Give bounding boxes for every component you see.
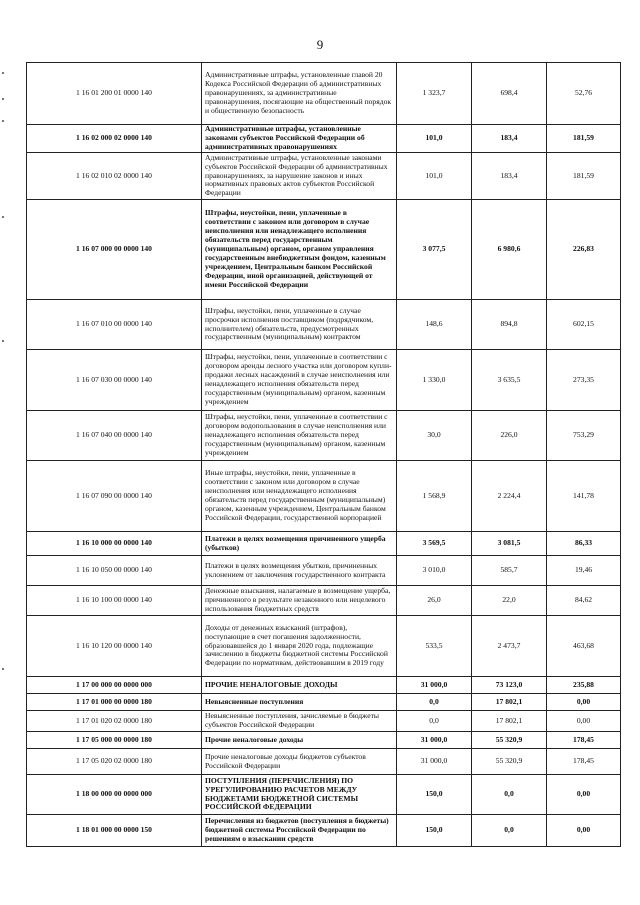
actual-value-cell: 0,0 — [472, 775, 547, 815]
table-row — [27, 300, 621, 350]
table-row — [27, 586, 621, 616]
table-row — [27, 461, 621, 532]
percent-value-cell: 178,45 — [547, 732, 621, 749]
budget-code-cell: 1 16 02 000 02 0000 140 — [27, 125, 202, 153]
table-row — [27, 556, 621, 586]
budget-code-cell: 1 17 01 000 00 0000 180 — [27, 694, 202, 711]
percent-value-cell: 602,15 — [547, 300, 621, 350]
plan-value-cell: 3 010,0 — [397, 556, 472, 586]
revenue-name-cell: Денежные взыскания, налагаемые в возмещение ущерба, причиненного в результате незаконного или нецелевого использования бюджетных средств — [202, 586, 397, 616]
revenue-name-cell: Прочие неналоговые доходы — [202, 732, 397, 749]
plan-value-cell: 150,0 — [397, 815, 472, 847]
revenue-name-cell: Штрафы, неустойки, пени, уплаченные в соответствии с законом или договором в случае неисполнения или ненадлежащего исполнения обязательств перед государственным (муниципальным) органом, органом управления государственным внебюджетным фондом, казенным учреждением, Центральным банком Российской Федерации, иной организацией, действующей от имени Российской Федерации — [202, 200, 397, 300]
budget-code-cell: 1 16 10 050 00 0000 140 — [27, 556, 202, 586]
percent-value-cell: 19,46 — [547, 556, 621, 586]
table-row — [27, 732, 621, 749]
table-row — [27, 532, 621, 556]
plan-value-cell: 0,0 — [397, 711, 472, 732]
table-row — [27, 200, 621, 300]
margin-mark — [2, 216, 4, 218]
budget-revenue-table — [26, 62, 621, 847]
actual-value-cell: 2 224,4 — [472, 461, 547, 532]
plan-value-cell: 31 000,0 — [397, 732, 472, 749]
actual-value-cell: 698,4 — [472, 63, 547, 125]
plan-value-cell: 1 568,9 — [397, 461, 472, 532]
plan-value-cell: 3 077,5 — [397, 200, 472, 300]
percent-value-cell: 226,83 — [547, 200, 621, 300]
budget-code-cell: 1 16 10 100 00 0000 140 — [27, 586, 202, 616]
revenue-name-cell: Невыясненные поступления, зачисляемые в бюджеты субъектов Российской Федерации — [202, 711, 397, 732]
actual-value-cell: 183,4 — [472, 153, 547, 200]
revenue-name-cell: ПОСТУПЛЕНИЯ (ПЕРЕЧИСЛЕНИЯ) ПО УРЕГУЛИРОВАНИЮ РАСЧЕТОВ МЕЖДУ БЮДЖЕТАМИ БЮДЖЕТНОЙ СИСТЕМЫ РОССИЙСКОЙ ФЕДЕРАЦИИ — [202, 775, 397, 815]
table-row — [27, 616, 621, 677]
margin-mark — [2, 120, 4, 122]
page-number: 9 — [316, 37, 324, 52]
percent-value-cell: 463,68 — [547, 616, 621, 677]
percent-value-cell: 753,29 — [547, 411, 621, 461]
budget-code-cell: 1 16 02 010 02 0000 140 — [27, 153, 202, 200]
table-row — [27, 775, 621, 815]
revenue-name-cell: Штрафы, неустойки, пени, уплаченные в случае просрочки исполнения поставщиком (подрядчиком, исполнителем) обязательств, предусмотренных государственным (муниципальным) контрактом — [202, 300, 397, 350]
revenue-name-cell: Платежи в целях возмещения причиненного ущерба (убытков) — [202, 532, 397, 556]
plan-value-cell: 3 569,5 — [397, 532, 472, 556]
actual-value-cell: 17 802,1 — [472, 694, 547, 711]
revenue-name-cell: Невыясненные поступления — [202, 694, 397, 711]
actual-value-cell: 22,0 — [472, 586, 547, 616]
table-row — [27, 711, 621, 732]
budget-code-cell: 1 16 07 030 00 0000 140 — [27, 350, 202, 411]
budget-code-cell: 1 16 10 000 00 0000 140 — [27, 532, 202, 556]
actual-value-cell: 0,0 — [472, 815, 547, 847]
margin-mark — [2, 340, 4, 342]
actual-value-cell: 73 123,0 — [472, 677, 547, 694]
revenue-name-cell: Штрафы, неустойки, пени, уплаченные в соответствии с договором водопользования в случае неисполнения или ненадлежащего исполнения обязательств перед государственным (муниципальным) органом, казенным учреждением — [202, 411, 397, 461]
percent-value-cell: 181,59 — [547, 153, 621, 200]
percent-value-cell: 181,59 — [547, 125, 621, 153]
plan-value-cell: 101,0 — [397, 125, 472, 153]
revenue-name-cell: Перечисления из бюджетов (поступления в бюджеты) бюджетной системы Российской Федерации по решениям о взыскании средств — [202, 815, 397, 847]
plan-value-cell: 533,5 — [397, 616, 472, 677]
table-row — [27, 125, 621, 153]
actual-value-cell: 2 473,7 — [472, 616, 547, 677]
percent-value-cell: 235,88 — [547, 677, 621, 694]
revenue-name-cell: ПРОЧИЕ НЕНАЛОГОВЫЕ ДОХОДЫ — [202, 677, 397, 694]
actual-value-cell: 17 802,1 — [472, 711, 547, 732]
budget-code-cell: 1 17 00 000 00 0000 000 — [27, 677, 202, 694]
plan-value-cell: 101,0 — [397, 153, 472, 200]
table-body — [27, 63, 621, 847]
percent-value-cell: 84,62 — [547, 586, 621, 616]
actual-value-cell: 55 320,9 — [472, 749, 547, 775]
actual-value-cell: 226,0 — [472, 411, 547, 461]
percent-value-cell: 0,00 — [547, 694, 621, 711]
plan-value-cell: 26,0 — [397, 586, 472, 616]
percent-value-cell: 52,76 — [547, 63, 621, 125]
revenue-name-cell: Прочие неналоговые доходы бюджетов субъектов Российской Федерации — [202, 749, 397, 775]
budget-code-cell: 1 17 01 020 02 0000 180 — [27, 711, 202, 732]
actual-value-cell: 894,8 — [472, 300, 547, 350]
plan-value-cell: 31 000,0 — [397, 677, 472, 694]
table-row — [27, 677, 621, 694]
margin-mark — [2, 72, 4, 74]
plan-value-cell: 0,0 — [397, 694, 472, 711]
actual-value-cell: 3 635,5 — [472, 350, 547, 411]
budget-code-cell: 1 16 10 120 00 0000 140 — [27, 616, 202, 677]
plan-value-cell: 148,6 — [397, 300, 472, 350]
budget-code-cell: 1 16 07 090 00 0000 140 — [27, 461, 202, 532]
actual-value-cell: 55 320,9 — [472, 732, 547, 749]
percent-value-cell: 141,78 — [547, 461, 621, 532]
plan-value-cell: 1 330,0 — [397, 350, 472, 411]
budget-code-cell: 1 17 05 020 02 0000 180 — [27, 749, 202, 775]
percent-value-cell: 178,45 — [547, 749, 621, 775]
actual-value-cell: 6 980,6 — [472, 200, 547, 300]
plan-value-cell: 30,0 — [397, 411, 472, 461]
budget-code-cell: 1 18 01 000 00 0000 150 — [27, 815, 202, 847]
budget-code-cell: 1 16 07 000 00 0000 140 — [27, 200, 202, 300]
table-row — [27, 411, 621, 461]
budget-code-cell: 1 18 00 000 00 0000 000 — [27, 775, 202, 815]
budget-code-cell: 1 16 07 010 00 0000 140 — [27, 300, 202, 350]
margin-mark — [2, 98, 4, 100]
margin-mark — [2, 668, 4, 670]
table-row — [27, 350, 621, 411]
table-row — [27, 63, 621, 125]
actual-value-cell: 585,7 — [472, 556, 547, 586]
percent-value-cell: 86,33 — [547, 532, 621, 556]
table-row — [27, 815, 621, 847]
plan-value-cell: 150,0 — [397, 775, 472, 815]
percent-value-cell: 0,00 — [547, 815, 621, 847]
revenue-name-cell: Административные штрафы, установленные законами субъектов Российской Федерации об административных правонарушениях — [202, 125, 397, 153]
table-row — [27, 694, 621, 711]
plan-value-cell: 31 000,0 — [397, 749, 472, 775]
revenue-name-cell: Административные штрафы, установленные главой 20 Кодекса Российской Федерации об административных правонарушениях, за административные правонарушения, посягающие на общественный порядок и общественную безопасность — [202, 63, 397, 125]
percent-value-cell: 273,35 — [547, 350, 621, 411]
revenue-name-cell: Доходы от денежных взысканий (штрафов), поступающие в счет погашения задолженности, образовавшейся до 1 января 2020 года, подлежащие зачислению в бюджеты бюджетной системы Российской Федерации по нормативам, действовавшим в 2019 году — [202, 616, 397, 677]
budget-code-cell: 1 17 05 000 00 0000 180 — [27, 732, 202, 749]
percent-value-cell: 0,00 — [547, 711, 621, 732]
plan-value-cell: 1 323,7 — [397, 63, 472, 125]
revenue-name-cell: Платежи в целях возмещения убытков, причиненных уклонением от заключения государственного контракта — [202, 556, 397, 586]
actual-value-cell: 3 081,5 — [472, 532, 547, 556]
revenue-name-cell: Иные штрафы, неустойки, пени, уплаченные в соответствии с законом или договором в случае неисполнения или ненадлежащего исполнения обязательств перед государственным (муниципальным) органом, казенным учреждением, Центральным банком Российской Федерации, государственной корпорацией — [202, 461, 397, 532]
budget-code-cell: 1 16 01 200 01 0000 140 — [27, 63, 202, 125]
actual-value-cell: 183,4 — [472, 125, 547, 153]
budget-code-cell: 1 16 07 040 00 0000 140 — [27, 411, 202, 461]
table-row — [27, 153, 621, 200]
revenue-name-cell: Административные штрафы, установленные законами субъектов Российской Федерации об административных правонарушениях, за нарушение законов и иных нормативных правовых актов субъектов Российской Федерации — [202, 153, 397, 200]
percent-value-cell: 0,00 — [547, 775, 621, 815]
table-row — [27, 749, 621, 775]
revenue-name-cell: Штрафы, неустойки, пени, уплаченные в соответствии с договором аренды лесного участка или договором купли-продажи лесных насаждений в случае неисполнения или ненадлежащего исполнения обязательств перед государственным (муниципальным) органом, казенным учреждением — [202, 350, 397, 411]
